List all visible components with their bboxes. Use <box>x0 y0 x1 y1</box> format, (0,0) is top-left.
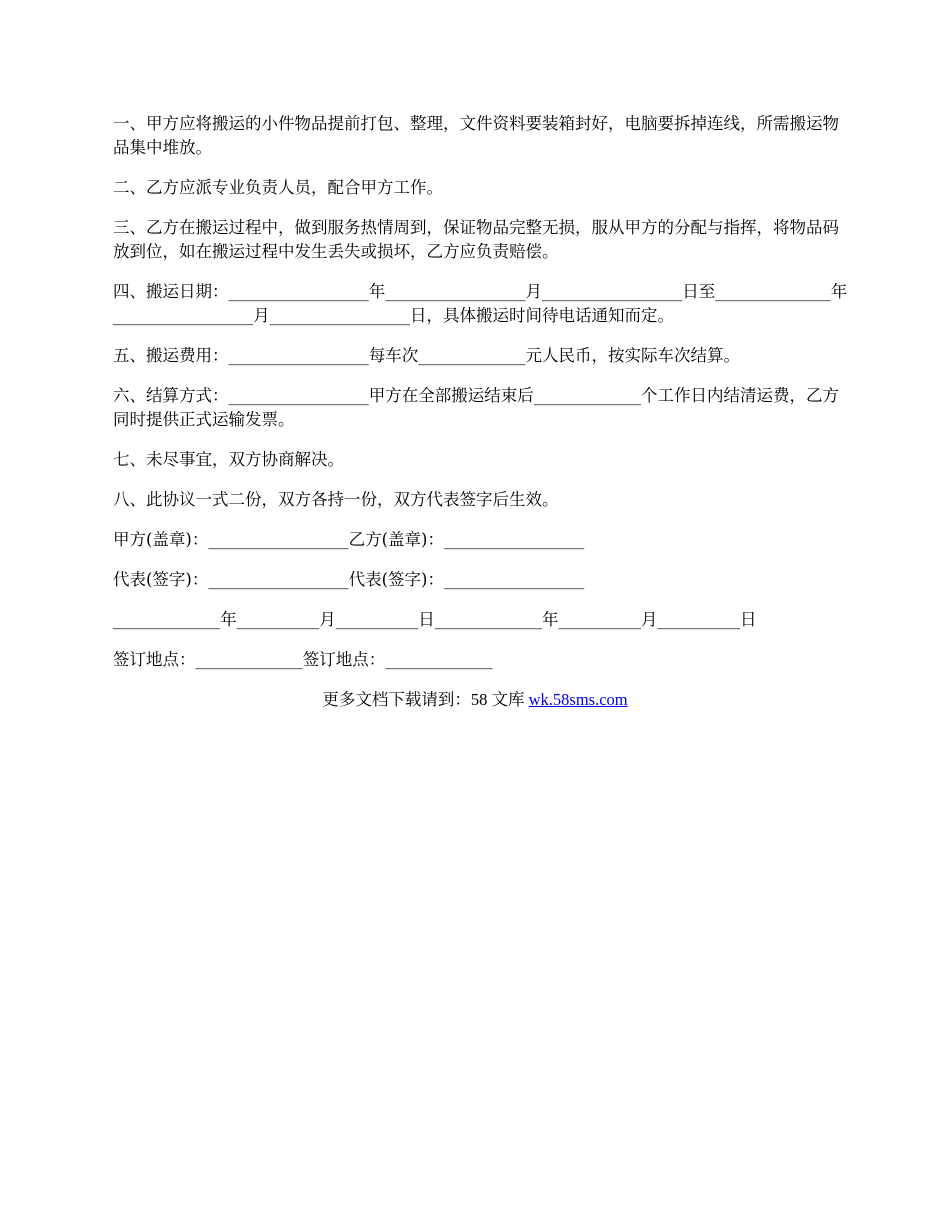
clause-4-moving-date: 四、搬运日期：_________________年_________________月_________________日至______________年_________________月_________________日，具体搬运时间待电话通知而定。 <box>113 282 848 325</box>
place-line: 签订地点：_____________签订地点：_____________ <box>113 650 493 669</box>
sign-line: 代表(签字)：_________________代表(签字)：_________________ <box>113 570 585 589</box>
clause-7: 七、未尽事宜，双方协商解决。 <box>113 450 344 469</box>
footer <box>0 688 950 712</box>
clause-3: 三、乙方在搬运过程中，做到服务热情周到，保证物品完整无损，服从甲方的分配与指挥，将物品码放到位，如在搬运过程中发生丢失或损坏，乙方应负责赔偿。 <box>113 218 839 261</box>
footer-link[interactable]: wk.58sms.com <box>528 690 628 709</box>
clause-8: 八、此协议一式二份，双方各持一份，双方代表签字后生效。 <box>113 490 559 509</box>
clause-6-settlement: 六、结算方式：_________________甲方在全部搬运结束后_____________个工作日内结清运费，乙方同时提供正式运输发票。 <box>113 386 839 429</box>
date-line: _____________年__________月__________日_____________年__________月__________日 <box>113 610 757 629</box>
seal-line: 甲方(盖章)：_________________乙方(盖章)：_________________ <box>113 530 585 549</box>
document-body <box>113 112 853 688</box>
footer-text: 更多文档下载请到：58 文库 <box>322 690 529 709</box>
clause-1: 一、甲方应将搬运的小件物品提前打包、整理，文件资料要装箱封好，电脑要拆掉连线，所需搬运物品集中堆放。 <box>113 114 839 157</box>
clause-2: 二、乙方应派专业负责人员，配合甲方工作。 <box>113 178 443 197</box>
clause-5-moving-fee: 五、搬运费用：_________________每车次_____________元人民币，按实际车次结算。 <box>113 346 740 365</box>
